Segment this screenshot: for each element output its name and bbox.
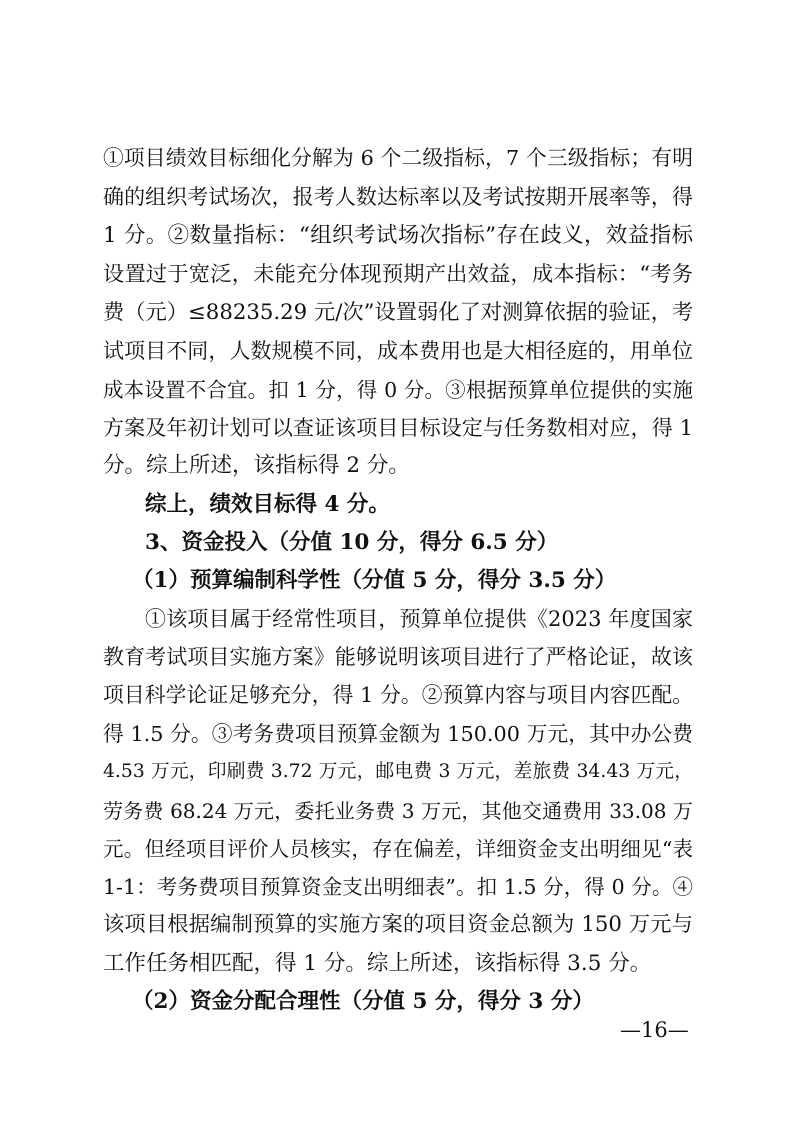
summary-line: 综上，绩效目标得 4 分。 <box>145 492 390 517</box>
paragraph1-line: 确的组织考试场次，报考人数达标率以及考试按期开展率等，得 <box>103 185 693 209</box>
paragraph1-line: 费（元）≤88235.29 元/次”设置弱化了对测算依据的验证，考 <box>103 300 694 325</box>
paragraph2-line: 教育考试项目实施方案》能够说明该项目进行了严格论证，故该 <box>103 645 693 669</box>
paragraph2-line: 得 1.5 分。③考务费项目预算金额为 150.00 万元，其中办公费 <box>103 722 693 746</box>
paragraph2-line: 1-1：考务费项目预算资金支出明细表”。扣 1.5 分，得 0 分。④ <box>103 875 693 899</box>
paragraph1-line: 方案及年初计划可以查证该项目目标设定与任务数相对应，得 1 <box>103 416 693 440</box>
paragraph2-line: 4.53 万元，印刷费 3.72 万元，邮电费 3 万元，差旅费 34.43 万元， <box>103 761 693 782</box>
paragraph2-line: 工作任务相匹配，得 1 分。综上所述，该指标得 3.5 分。 <box>103 951 652 976</box>
paragraph1-line: 设置过于宽泛，未能充分体现预期产出效益，成本指标：“考务 <box>103 262 693 287</box>
paragraph2-line: 该项目根据编制预算的实施方案的项目资金总额为 150 万元与 <box>103 912 693 937</box>
paragraph1-line: 1 分。②数量指标：“组织考试场次指标”存在歧义，效益指标 <box>103 223 693 248</box>
paragraph1-line: 分。综上所述，该指标得 2 分。 <box>103 453 410 478</box>
subsection-heading: （1）预算编制科学性（分值 5 分，得分 3.5 分） <box>132 568 617 593</box>
paragraph1-line: ①项目绩效目标细化分解为 6 个二级指标，7 个三级指标；有明 <box>103 146 693 170</box>
section-heading: 3、资金投入（分值 10 分，得分 6.5 分） <box>145 530 559 555</box>
paragraph2-line: 劳务费 68.24 万元，委托业务费 3 万元，其他交通费用 33.08 万 <box>103 799 693 823</box>
page-number: —16— <box>620 1018 689 1042</box>
paragraph2-line: 项目科学论证足够充分，得 1 分。②预算内容与项目内容匹配。 <box>103 683 693 707</box>
paragraph1-line: 成本设置不合宜。扣 1 分，得 0 分。③根据预算单位提供的实施 <box>103 378 693 402</box>
paragraph2-line: ①该项目属于经常性项目，预算单位提供《2023 年度国家 <box>145 607 693 631</box>
paragraph1-line: 试项目不同，人数规模不同，成本费用也是大相径庭的，用单位 <box>103 339 693 363</box>
subsection-heading: （2）资金分配合理性（分值 5 分，得分 3 分） <box>132 989 594 1014</box>
paragraph2-line: 元。但经项目评价人员核实，存在偏差，详细资金支出明细见“表 <box>103 837 693 861</box>
